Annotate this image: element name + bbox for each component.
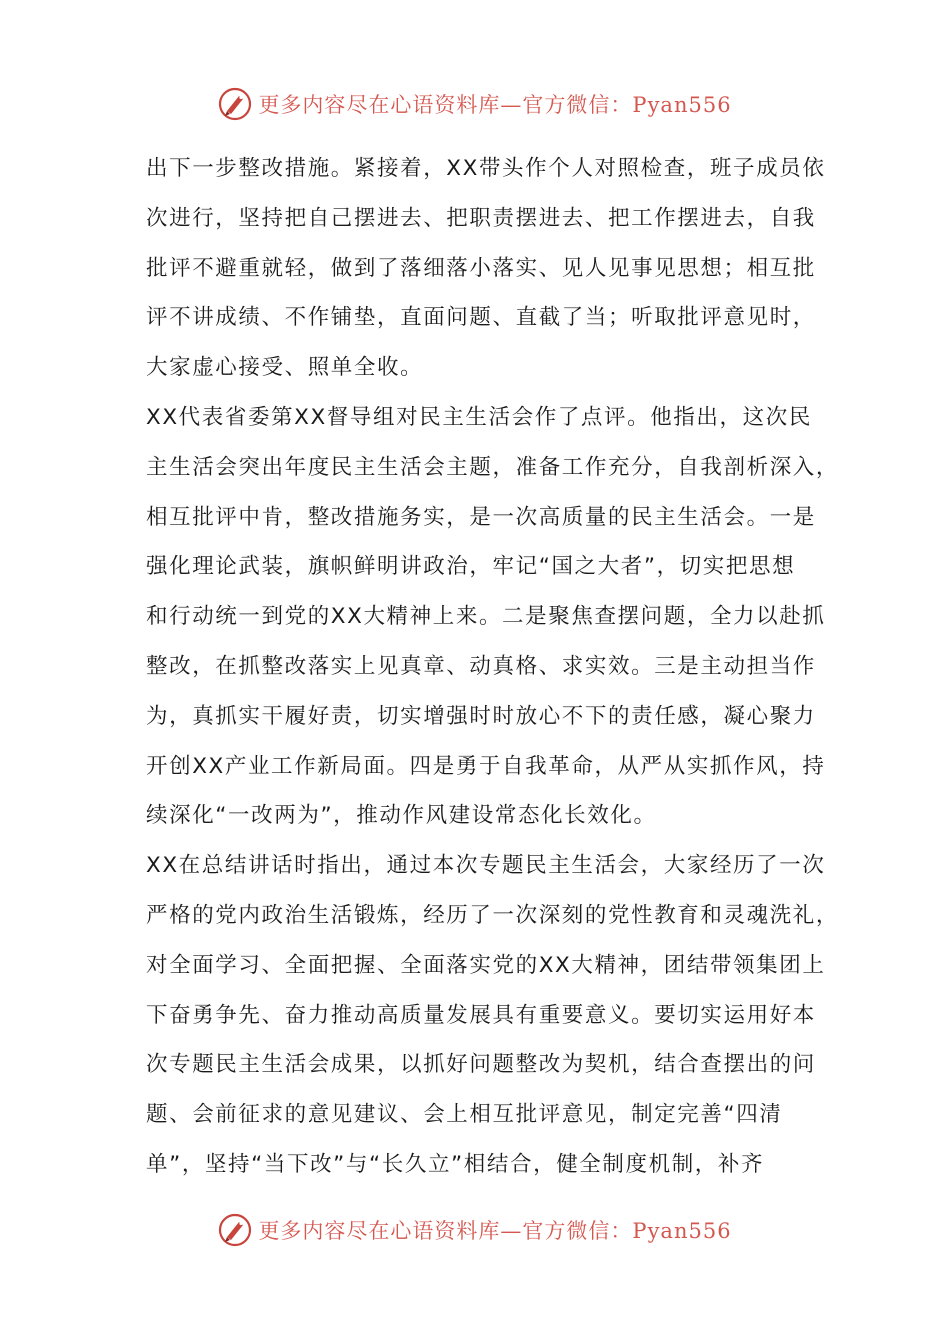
text-line: 次专题民主生活会成果，以抓好问题整改为契机，结合查摆出的问 (146, 1052, 816, 1078)
text-line: 整改，在抓整改落实上见真章、动真格、求实效。三是主动担当作 (146, 653, 816, 679)
text-line: 严格的党内政治生活锻炼，经历了一次深刻的党性教育和灵魂洗礼， (146, 902, 840, 928)
text-line: 强化理论武装，旗帜鲜明讲政治，牢记“国之大者”，切实把思想 (146, 554, 796, 580)
text-line: 次进行，坚持把自己摆进去、把职责摆进去、把工作摆进去，自我 (146, 205, 816, 231)
document-body (146, 144, 840, 1190)
text-line: 题、会前征求的意见建议、会上相互批评意见，制定完善“四清 (146, 1102, 783, 1128)
text-line: 开创XX产业工作新局面。四是勇于自我革命，从严从实抓作风，持 (146, 753, 826, 779)
text-line: 为，真抓实干履好责，切实增强时时放心不下的责任感，凝心聚力 (146, 703, 816, 729)
header-banner (0, 84, 950, 124)
footer-banner-text: 更多内容尽在心语资料库—官方微信：Pyan556 (258, 1219, 732, 1243)
text-line: 续深化“一改两为”，推动作风建设常态化长效化。 (146, 803, 657, 829)
header-banner-text: 更多内容尽在心语资料库—官方微信：Pyan556 (258, 93, 732, 117)
text-line: 下奋勇争先、奋力推动高质量发展具有重要意义。要切实运用好本 (146, 1002, 816, 1028)
text-line: 主生活会突出年度民主生活会主题，准备工作充分，自我剖析深入， (146, 454, 840, 480)
footer-banner (0, 1210, 950, 1250)
text-line: XX代表省委第XX督导组对民主生活会作了点评。他指出，这次民 (146, 404, 812, 430)
text-line: 大家虚心接受、照单全收。 (146, 355, 424, 381)
text-line: XX在总结讲话时指出，通过本次专题民主生活会，大家经历了一次 (146, 853, 826, 879)
text-line: 单”，坚持“当下改”与“长久立”相结合，健全制度机制，补齐 (146, 1151, 765, 1177)
text-line: 相互批评中肯，整改措施务实，是一次高质量的民主生活会。一是 (146, 504, 816, 530)
text-line: 和行动统一到党的XX大精神上来。二是聚焦查摆问题，全力以赴抓 (146, 604, 826, 630)
text-line: 出下一步整改措施。紧接着，XX带头作个人对照检查，班子成员依 (146, 156, 826, 181)
text-line: 对全面学习、全面把握、全面落实党的XX大精神，团结带领集团上 (146, 952, 826, 978)
text-line: 批评不避重就轻，做到了落细落小落实、见人见事见思想；相互批 (146, 255, 816, 281)
pen-nib-logo-icon (218, 1213, 252, 1247)
text-line: 评不讲成绩、不作铺垫，直面问题、直截了当；听取批评意见时， (146, 305, 816, 331)
pen-nib-logo-icon (218, 87, 252, 121)
